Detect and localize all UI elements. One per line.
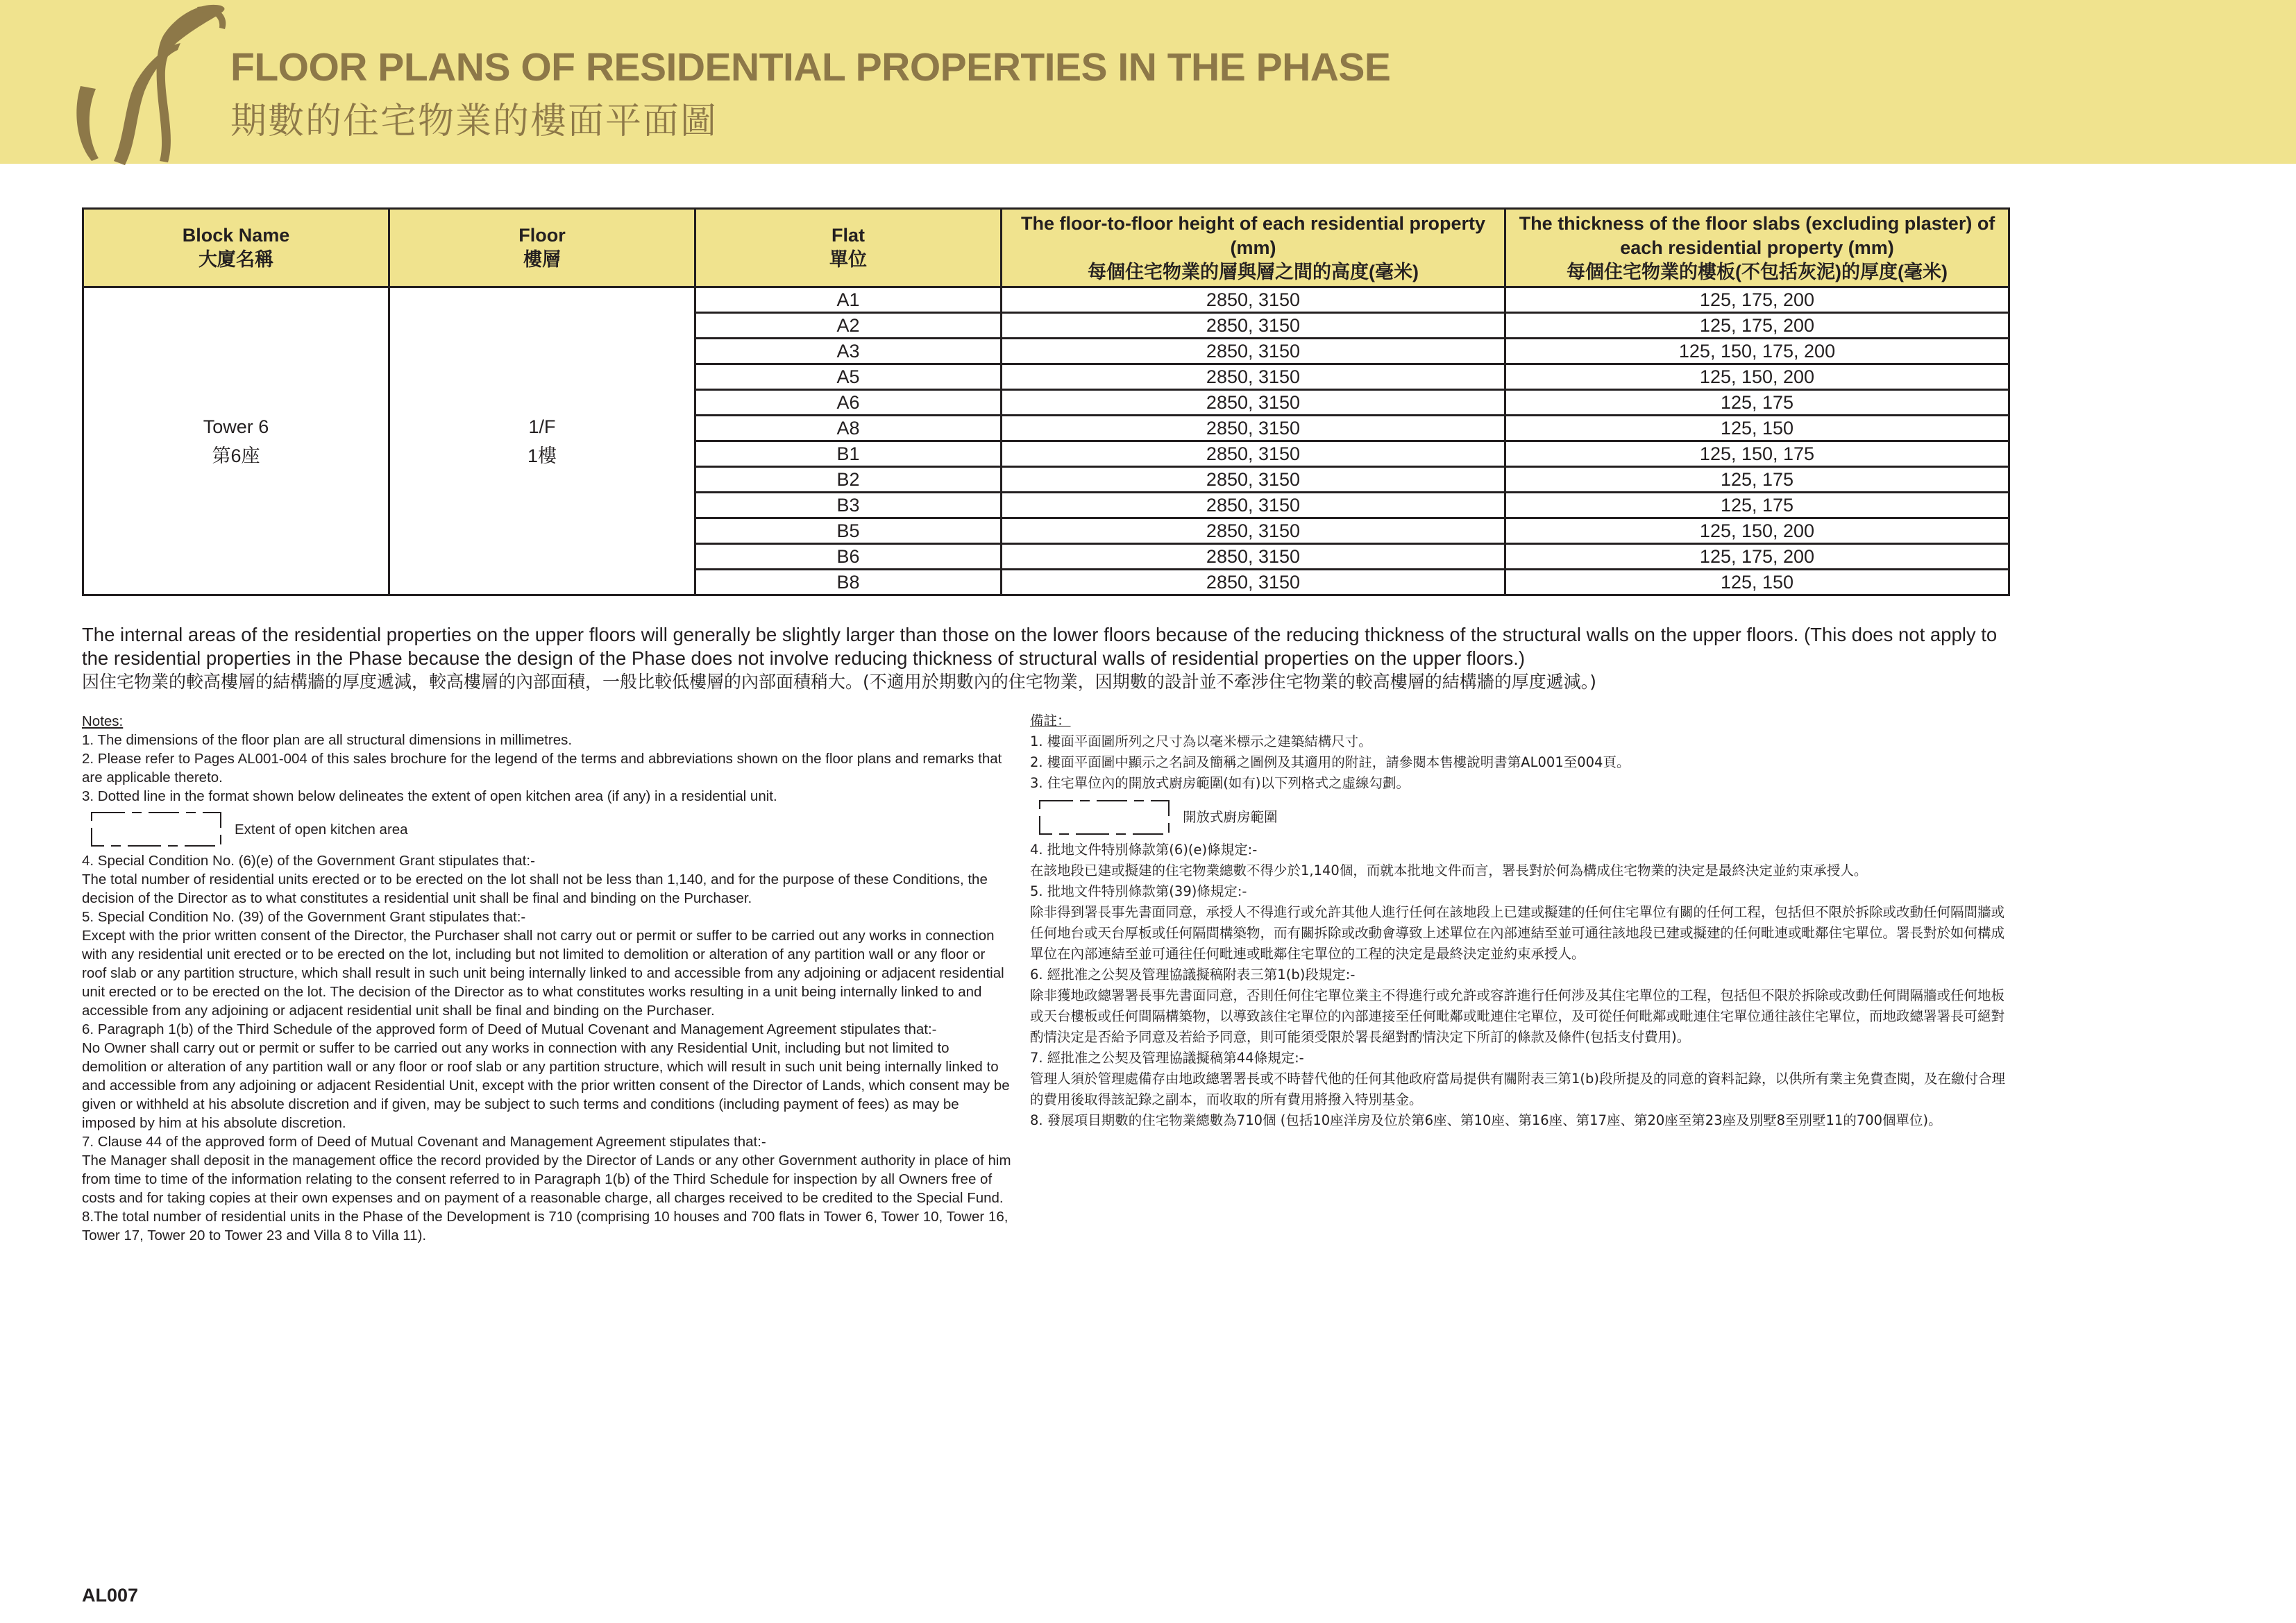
notes-chinese (1030, 711, 2009, 1131)
note-4-title-chinese: 4. 批地文件特別條款第(6)(e)條規定:- (1030, 842, 1258, 858)
note-1: 1. The dimensions of the floor plan are all structural dimensions in millimetres. (82, 732, 573, 748)
internal-area-note-chinese: 因住宅物業的較高樓層的結構牆的厚度遞減，較高樓層的內部面積，一般比較低樓層的內部面積稍大。(不適用於期數內的住宅物業，因期數的設計並不牽涉住宅物業的較高樓層的結構牆的厚度遞減。) (82, 672, 1597, 692)
note-5-body: Except with the prior written consent of the Director, the Purchaser shall not carry out or permit or suffer to be carried out any works in connection with any residential unit erected or to be erected on the lot, including but not limited to demolition or alteration of any partition wall or any floor or roof slab or any partition structure, which shall result in such unit being internally linked to and accessible from any adjoining or adjacent residential unit erected or to be erected on the lot. The decision of the Director as to what constitutes works resulting in a unit being internally linked to and accessible from any adjoining or adjacent residential unit shall be final and binding on the Purchaser. (82, 928, 1004, 1019)
note-3-chinese: 3. 住宅單位內的開放式廚房範圍(如有)以下列格式之虛線勾劃。 (1030, 775, 1410, 791)
thickness-cell: 125, 175 (1505, 467, 2009, 493)
flat-cell: B6 (695, 544, 1002, 570)
note-5-title: 5. Special Condition No. (39) of the Government Grant stipulates that:- (82, 909, 526, 925)
thickness-cell: 125, 150, 175 (1505, 441, 2009, 467)
height-cell: 2850, 3150 (1002, 441, 1505, 467)
note-4-body-chinese: 在該地段已建或擬建的住宅物業總數不得少於1,140個，而就本批地文件而言，署長對於何為構成住宅物業的決定是最終決定並約束承授人。 (1030, 863, 1868, 878)
note-6-body-chinese: 除非獲地政總署署長事先書面同意，否則任何住宅單位業主不得進行或允許或容許進行任何涉及其住宅單位的工程，包括但不限於拆除或改動任何間隔牆或任何地板或天台樓板或任何間隔構築物，以導致該住宅單位的內部連接至任何毗鄰或毗連住宅單位，及可從任何毗鄰或毗連住宅單位通往該住宅單位，而地政總署署長可絕對酌情決定是否給予同意及若給予同意，則可能須受限於署長絕對酌情決定下所訂的條款及條件(包括支付費用)。 (1030, 987, 2005, 1045)
column-header-floor-height: The floor-to-floor height of each residential property (mm) 每個住宅物業的層與層之間的高度(毫米) (1002, 209, 1505, 287)
internal-area-note: The internal areas of the residential properties on the upper floors will generally be slightly larger than those on the lower floors because of the reducing thickness of the structural walls on the upper floors. (This does not apply to the residential properties in the Phase because the design of the Phase does not involve reducing thickness of structural walls of residential properties on the upper floors.) (82, 624, 1998, 669)
note-2-chinese: 2. 樓面平面圖中顯示之名詞及簡稱之圖例及其適用的附註，請參閱本售樓說明書第AL001至004頁。 (1030, 754, 1630, 770)
floor-spec-table (82, 207, 2010, 596)
flat-cell: B5 (695, 518, 1002, 544)
height-cell: 2850, 3150 (1002, 390, 1505, 416)
note-6-body: No Owner shall carry out or permit or suffer to be carried out any works in connection with any Residential Unit, including but not limited to demolition or alteration of any partition wall or any floor or roof slab or any partition structure, which will result in such unit being internally linked to and accessible from any adjoining or adjacent Residential Unit, except with the prior written consent of the Director of Lands, which consent may be given or withheld at his absolute discretion and if given, may be subject to such terms and conditions (including payment of fees) as may be imposed by him at his absolute discretion. (82, 1040, 1010, 1131)
flat-cell: B8 (695, 570, 1002, 595)
note-2: 2. Please refer to Pages AL001-004 of this sales brochure for the legend of the terms and abbreviations shown on the floor plans and remarks that are applicable thereto. (82, 751, 1002, 785)
height-cell: 2850, 3150 (1002, 287, 1505, 313)
thickness-cell: 125, 175 (1505, 390, 2009, 416)
thickness-cell: 125, 175 (1505, 493, 2009, 518)
thickness-cell: 125, 175, 200 (1505, 287, 2009, 313)
height-cell: 2850, 3150 (1002, 313, 1505, 339)
column-header-block: Block Name 大廈名稱 (83, 209, 389, 287)
note-5-title-chinese: 5. 批地文件特別條款第(39)條規定:- (1030, 883, 1247, 899)
note-3: 3. Dotted line in the format shown below delineates the extent of open kitchen area (if any) in a residential unit. (82, 788, 777, 804)
height-cell: 2850, 3150 (1002, 570, 1505, 595)
flat-cell: B1 (695, 441, 1002, 467)
height-cell: 2850, 3150 (1002, 416, 1505, 441)
column-header-slab-thickness: The thickness of the floor slabs (excluding plaster) of each residential property (mm) 每個住宅物業的樓板(不包括灰泥)的厚度(毫米) (1505, 209, 2009, 287)
height-cell: 2850, 3150 (1002, 493, 1505, 518)
note-6-title-chinese: 6. 經批准之公契及管理協議擬稿附表三第1(b)段規定:- (1030, 967, 1356, 983)
note-1-chinese: 1. 樓面平面圖所列之尺寸為以毫米標示之建築結構尺寸。 (1030, 733, 1372, 749)
table-row (83, 287, 2009, 313)
notes-english (82, 712, 1012, 1245)
thickness-cell: 125, 175, 200 (1505, 313, 2009, 339)
note-7-title: 7. Clause 44 of the approved form of Deed of Mutual Covenant and Management Agreement stipulates that:- (82, 1134, 766, 1150)
thickness-cell: 125, 150, 200 (1505, 518, 2009, 544)
thickness-cell: 125, 150 (1505, 570, 2009, 595)
height-cell: 2850, 3150 (1002, 467, 1505, 493)
height-cell: 2850, 3150 (1002, 518, 1505, 544)
note-4-body: The total number of residential units erected or to be erected on the lot shall not be less than 1,140, and for the purpose of these Conditions, the decision of the Director as to what constitutes a residential unit shall be final and binding on the Purchaser. (82, 872, 988, 906)
floor-cell: 1/F 1樓 (389, 287, 695, 595)
header-banner (0, 0, 2296, 164)
page-number: AL007 (82, 1585, 139, 1606)
note-5-body-chinese: 除非得到署長事先書面同意，承授人不得進行或允許其他人進行任何在該地段上已建或擬建的任何住宅單位有關的任何工程，包括但不限於拆除或改動任何隔間牆或任何地台或天台厚板或任何隔間構築物，而有關拆除或改動會導致上述單位在內部連結至並可通往該地段已建或擬建的任何毗連或毗鄰住宅單位。署長對於如何構成單位在內部連結至並可通往任何毗連或毗鄰住宅單位的工程的決定是最終決定並約束承授人。 (1030, 904, 2005, 962)
legend-label-chinese: 開放式廚房範圍 (1183, 809, 1278, 825)
notes-heading-chinese: 備註： (1030, 713, 1071, 729)
block-name-cell: Tower 6 第6座 (83, 287, 389, 595)
thickness-cell: 125, 175, 200 (1505, 544, 2009, 570)
thickness-cell: 125, 150, 200 (1505, 364, 2009, 390)
thickness-cell: 125, 150, 175, 200 (1505, 339, 2009, 364)
notes-heading: Notes: (82, 713, 124, 729)
note-6-title: 6. Paragraph 1(b) of the Third Schedule of the approved form of Deed of Mutual Covenant and Management Agreement stipulates that:- (82, 1021, 937, 1037)
brand-logo-icon (72, 4, 229, 165)
note-7-title-chinese: 7. 經批准之公契及管理協議擬稿第44條規定:- (1030, 1050, 1304, 1066)
column-header-floor: Floor 樓層 (389, 209, 695, 287)
dashed-outline-icon (90, 811, 222, 847)
flat-cell: A5 (695, 364, 1002, 390)
flat-cell: B3 (695, 493, 1002, 518)
height-cell: 2850, 3150 (1002, 364, 1505, 390)
note-8: 8.The total number of residential units in the Phase of the Development is 710 (comprising 10 houses and 700 flats in Tower 6, Tower 10, Tower 16, Tower 17, Tower 20 to Tower 23 and Villa 8 to Villa 11). (82, 1209, 1008, 1243)
height-cell: 2850, 3150 (1002, 544, 1505, 570)
note-7-body: The Manager shall deposit in the management office the record provided by the Director of Lands or any other Government authority in place of him from time to time of the information relating to the consent referred to in Paragraph 1(b) of the Third Schedule for inspection by all Owners free of costs and for taking copies at their own expenses and on payment of a reasonable charge, all charges received to be credited to the Special Fund. (82, 1153, 1011, 1206)
column-header-flat: Flat 單位 (695, 209, 1002, 287)
table-header-row (83, 209, 2009, 287)
page-title-chinese: 期數的住宅物業的樓面平面圖 (230, 101, 718, 142)
flat-cell: B2 (695, 467, 1002, 493)
flat-cell: A1 (695, 287, 1002, 313)
page-title: FLOOR PLANS OF RESIDENTIAL PROPERTIES IN THE PHASE (230, 45, 1391, 90)
dashed-outline-icon (1038, 799, 1170, 835)
thickness-cell: 125, 150 (1505, 416, 2009, 441)
legend-label: Extent of open kitchen area (235, 821, 408, 838)
open-kitchen-legend (90, 811, 1012, 847)
flat-cell: A8 (695, 416, 1002, 441)
note-8-chinese: 8. 發展項目期數的住宅物業總數為710個 (包括10座洋房及位於第6座、第10座、第16座、第17座、第20座至第23座及別墅8至別墅11的700個單位)。 (1030, 1112, 1942, 1128)
note-4-title: 4. Special Condition No. (6)(e) of the Government Grant stipulates that:- (82, 853, 535, 869)
flat-cell: A3 (695, 339, 1002, 364)
flat-cell: A2 (695, 313, 1002, 339)
note-7-body-chinese: 管理人須於管理處備存由地政總署署長或不時替代他的任何其他政府當局提供有關附表三第1(b)段所提及的同意的資料記錄，以供所有業主免費查閱，及在繳付合理的費用後取得該記錄之副本，而收取的所有費用將撥入特別基金。 (1030, 1071, 2006, 1107)
open-kitchen-legend-chinese (1038, 799, 2009, 835)
flat-cell: A6 (695, 390, 1002, 416)
height-cell: 2850, 3150 (1002, 339, 1505, 364)
